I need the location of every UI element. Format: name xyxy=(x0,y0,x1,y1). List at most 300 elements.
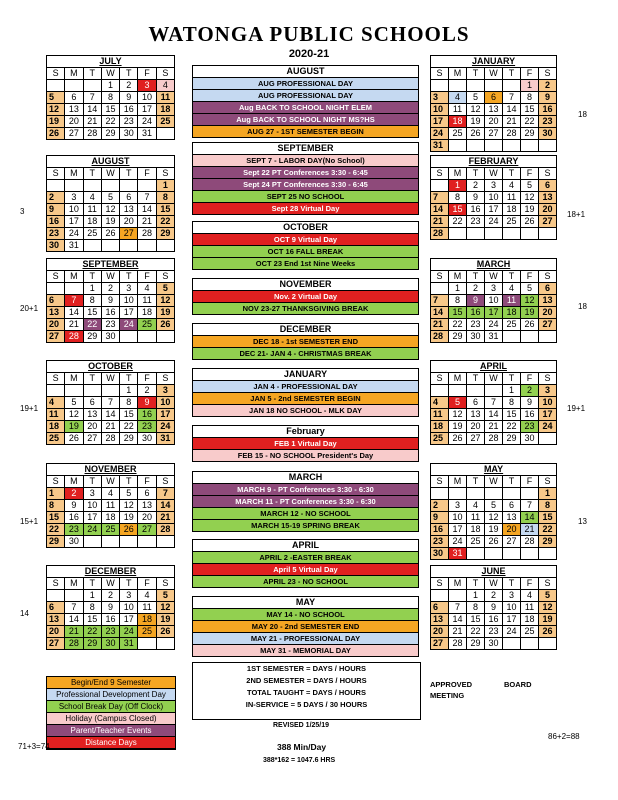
day-cell: 26 xyxy=(467,128,485,140)
day-cell xyxy=(539,140,557,152)
weekday-header: F xyxy=(521,578,539,590)
day-cell: 16 xyxy=(120,104,138,116)
day-cell: 20 xyxy=(467,421,485,433)
school-year: 2020-21 xyxy=(288,48,330,60)
day-cell: 20 xyxy=(83,421,101,433)
day-cell: 23 xyxy=(101,626,119,638)
day-cell xyxy=(65,80,83,92)
day-cell: 3 xyxy=(503,590,521,602)
weekday-header: S xyxy=(47,476,65,488)
event-item: OCT 9 Virtual Day xyxy=(193,234,419,246)
day-cell: 8 xyxy=(156,192,174,204)
day-cell xyxy=(47,283,65,295)
day-cell: 4 xyxy=(47,397,65,409)
day-cell: 7 xyxy=(156,488,174,500)
event-item: OCT 16 FALL BREAK xyxy=(193,246,419,258)
day-cell: 29 xyxy=(101,128,119,140)
day-cell: 27 xyxy=(485,128,503,140)
day-cell xyxy=(83,385,101,397)
weekday-header: S xyxy=(156,271,174,283)
event-block-september xyxy=(192,142,419,215)
day-cell: 17 xyxy=(449,524,467,536)
day-cell: 6 xyxy=(47,295,65,307)
day-cell: 14 xyxy=(65,614,83,626)
day-cell xyxy=(156,128,174,140)
right-month-june xyxy=(430,565,557,650)
day-cell: 28 xyxy=(83,128,101,140)
weekday-header: S xyxy=(47,578,65,590)
day-cell xyxy=(539,638,557,650)
day-cell: 5 xyxy=(467,92,485,104)
event-block-april xyxy=(192,539,419,588)
day-cell: 3 xyxy=(120,283,138,295)
month-name: JUNE xyxy=(431,566,557,578)
day-cell: 29 xyxy=(467,638,485,650)
day-cell: 4 xyxy=(156,80,174,92)
weekday-header: T xyxy=(83,68,101,80)
weekday-header: S xyxy=(431,373,449,385)
weekday-header: S xyxy=(156,578,174,590)
day-cell: 8 xyxy=(47,500,65,512)
day-cell xyxy=(83,240,101,252)
weekday-header: S xyxy=(156,373,174,385)
day-cell: 13 xyxy=(485,104,503,116)
day-cell: 30 xyxy=(138,433,156,445)
day-cell: 26 xyxy=(65,433,83,445)
day-cell xyxy=(467,488,485,500)
summary-line1: 1ST SEMESTER = DAYS / HOURS xyxy=(246,664,367,673)
day-cell: 20 xyxy=(120,216,138,228)
day-cell: 25 xyxy=(503,319,521,331)
count-may: 13 xyxy=(578,517,587,526)
day-cell: 28 xyxy=(449,638,467,650)
day-cell: 2 xyxy=(65,488,83,500)
day-cell: 21 xyxy=(431,216,449,228)
weekday-header: S xyxy=(156,476,174,488)
event-item: Aug BACK TO SCHOOL NIGHT MS?HS xyxy=(193,114,419,126)
day-cell: 7 xyxy=(431,295,449,307)
day-cell: 21 xyxy=(138,216,156,228)
day-cell: 24 xyxy=(138,116,156,128)
event-item: OCT 23 End 1st Nine Weeks xyxy=(193,258,419,270)
day-cell: 16 xyxy=(101,307,119,319)
event-item: AUG 27 - 1ST SEMESTER BEGIN xyxy=(193,126,419,138)
day-cell: 8 xyxy=(449,295,467,307)
event-item: MARCH 9 - PT Conferences 3:30 - 6:30 xyxy=(193,484,419,496)
day-cell xyxy=(120,180,138,192)
day-cell: 8 xyxy=(101,92,119,104)
day-cell: 6 xyxy=(431,602,449,614)
day-cell: 13 xyxy=(539,192,557,204)
day-cell: 1 xyxy=(449,283,467,295)
day-cell xyxy=(521,140,539,152)
weekday-header: M xyxy=(65,578,83,590)
day-cell: 3 xyxy=(156,385,174,397)
day-cell xyxy=(156,638,174,650)
day-cell: 10 xyxy=(431,104,449,116)
day-cell: 21 xyxy=(101,421,119,433)
weekday-header: T xyxy=(120,168,138,180)
day-cell: 15 xyxy=(83,614,101,626)
day-cell: 4 xyxy=(521,590,539,602)
day-cell: 30 xyxy=(467,331,485,343)
day-cell: 19 xyxy=(65,421,83,433)
day-cell xyxy=(431,80,449,92)
day-cell xyxy=(65,180,83,192)
day-cell: 24 xyxy=(431,128,449,140)
day-cell: 26 xyxy=(101,228,119,240)
weekday-header: S xyxy=(431,271,449,283)
weekday-header: S xyxy=(47,373,65,385)
day-cell: 24 xyxy=(485,216,503,228)
day-cell xyxy=(83,80,101,92)
count-dec: 14 xyxy=(20,609,29,618)
day-cell: 14 xyxy=(431,204,449,216)
month-name: MARCH xyxy=(431,259,557,271)
day-cell: 13 xyxy=(47,307,65,319)
day-cell: 12 xyxy=(539,602,557,614)
day-cell: 24 xyxy=(156,421,174,433)
board-label: BOARD xyxy=(504,680,532,689)
day-cell: 13 xyxy=(431,614,449,626)
day-cell: 4 xyxy=(431,397,449,409)
day-cell: 3 xyxy=(120,590,138,602)
day-cell: 1 xyxy=(47,488,65,500)
day-cell: 1 xyxy=(467,590,485,602)
day-cell: 10 xyxy=(156,397,174,409)
day-cell: 22 xyxy=(449,216,467,228)
hours-calc: 388*162 = 1047.6 HRS xyxy=(263,757,336,764)
month-name: JULY xyxy=(47,56,175,68)
day-cell: 15 xyxy=(83,307,101,319)
day-cell: 3 xyxy=(485,180,503,192)
day-cell xyxy=(47,180,65,192)
day-cell: 18 xyxy=(101,512,119,524)
weekday-header: M xyxy=(449,373,467,385)
day-cell: 20 xyxy=(431,626,449,638)
day-cell: 15 xyxy=(101,104,119,116)
weekday-header: S xyxy=(47,168,65,180)
day-cell: 10 xyxy=(65,204,83,216)
day-cell: 31 xyxy=(431,140,449,152)
day-cell: 25 xyxy=(138,626,156,638)
day-cell: 27 xyxy=(503,536,521,548)
day-cell: 28 xyxy=(65,331,83,343)
day-cell: 4 xyxy=(138,283,156,295)
day-cell: 11 xyxy=(521,602,539,614)
day-cell: 18 xyxy=(503,307,521,319)
day-cell: 12 xyxy=(467,104,485,116)
event-item: DEC 18 - 1st SEMESTER END xyxy=(193,336,419,348)
weekday-header: T xyxy=(467,476,485,488)
day-cell: 1 xyxy=(83,590,101,602)
day-cell: 23 xyxy=(120,116,138,128)
weekday-header: T xyxy=(467,168,485,180)
weekday-header: T xyxy=(120,68,138,80)
day-cell xyxy=(120,536,138,548)
day-cell: 14 xyxy=(485,409,503,421)
day-cell: 9 xyxy=(467,192,485,204)
day-cell xyxy=(521,488,539,500)
summary-box xyxy=(192,662,421,720)
meeting-label: MEETING xyxy=(430,691,465,700)
day-cell: 13 xyxy=(138,500,156,512)
weekday-header: W xyxy=(485,373,503,385)
count-feb: 18+1 xyxy=(567,210,586,219)
event-block-header: SEPTEMBER xyxy=(193,143,419,155)
day-cell: 15 xyxy=(539,512,557,524)
count-nov: 15+1 xyxy=(20,517,39,526)
day-cell: 17 xyxy=(120,614,138,626)
day-cell: 20 xyxy=(138,512,156,524)
weekday-header: F xyxy=(138,476,156,488)
day-cell: 5 xyxy=(521,283,539,295)
day-cell: 1 xyxy=(156,180,174,192)
day-cell xyxy=(138,638,156,650)
day-cell: 28 xyxy=(156,524,174,536)
weekday-header: T xyxy=(467,373,485,385)
day-cell: 10 xyxy=(503,602,521,614)
weekday-header: T xyxy=(83,373,101,385)
day-cell: 5 xyxy=(65,397,83,409)
right-month-january xyxy=(430,55,557,152)
day-cell: 22 xyxy=(83,626,101,638)
day-cell: 7 xyxy=(65,602,83,614)
day-cell: 29 xyxy=(83,331,101,343)
event-item: JAN 5 - 2nd SEMESTER BEGIN xyxy=(193,393,419,405)
legend-item: School Break Day (Off Clock) xyxy=(47,701,175,713)
day-cell xyxy=(138,331,156,343)
count-oct: 19+1 xyxy=(20,404,39,413)
day-cell: 9 xyxy=(65,500,83,512)
day-cell xyxy=(156,240,174,252)
day-cell: 2 xyxy=(467,180,485,192)
day-cell xyxy=(431,180,449,192)
weekday-header: T xyxy=(503,168,521,180)
day-cell: 17 xyxy=(65,216,83,228)
day-cell: 21 xyxy=(521,524,539,536)
month-name: AUGUST xyxy=(47,156,175,168)
day-cell: 31 xyxy=(65,240,83,252)
day-cell: 2 xyxy=(138,385,156,397)
day-cell: 13 xyxy=(503,512,521,524)
right-total: 86+2=88 xyxy=(548,732,580,741)
day-cell: 27 xyxy=(138,524,156,536)
count-mar: 18 xyxy=(578,302,587,311)
weekday-header: M xyxy=(449,476,467,488)
day-cell: 11 xyxy=(503,295,521,307)
day-cell xyxy=(47,385,65,397)
day-cell: 6 xyxy=(503,500,521,512)
day-cell: 19 xyxy=(521,307,539,319)
day-cell: 27 xyxy=(65,128,83,140)
month-name: SEPTEMBER xyxy=(47,259,175,271)
weekday-header: W xyxy=(485,168,503,180)
day-cell: 30 xyxy=(120,128,138,140)
weekday-header: S xyxy=(431,476,449,488)
day-cell: 23 xyxy=(539,116,557,128)
day-cell: 25 xyxy=(449,128,467,140)
day-cell: 25 xyxy=(521,626,539,638)
day-cell: 10 xyxy=(83,500,101,512)
day-cell: 12 xyxy=(120,500,138,512)
weekday-header: T xyxy=(83,271,101,283)
day-cell: 29 xyxy=(539,536,557,548)
day-cell: 18 xyxy=(503,204,521,216)
day-cell: 29 xyxy=(449,331,467,343)
day-cell: 17 xyxy=(156,409,174,421)
weekday-header: M xyxy=(65,68,83,80)
day-cell: 24 xyxy=(485,319,503,331)
event-item: APRIL 23 - NO SCHOOL xyxy=(193,576,419,588)
weekday-header: M xyxy=(449,68,467,80)
weekday-header: T xyxy=(503,476,521,488)
day-cell: 14 xyxy=(521,512,539,524)
day-cell: 6 xyxy=(138,488,156,500)
weekday-header: W xyxy=(101,68,119,80)
day-cell xyxy=(503,228,521,240)
day-cell: 2 xyxy=(431,500,449,512)
weekday-header: S xyxy=(47,68,65,80)
day-cell: 28 xyxy=(521,536,539,548)
day-cell: 6 xyxy=(47,602,65,614)
min-day: 388 Min/Day xyxy=(277,742,327,752)
day-cell: 30 xyxy=(485,638,503,650)
event-item: MARCH 11 - PT Conferences 3:30 - 6:30 xyxy=(193,496,419,508)
left-month-august xyxy=(46,155,175,252)
day-cell xyxy=(539,548,557,560)
day-cell: 21 xyxy=(449,626,467,638)
day-cell: 3 xyxy=(83,488,101,500)
day-cell xyxy=(47,590,65,602)
day-cell: 3 xyxy=(485,283,503,295)
day-cell: 5 xyxy=(120,488,138,500)
weekday-header: W xyxy=(485,578,503,590)
day-cell: 9 xyxy=(485,602,503,614)
day-cell: 7 xyxy=(65,295,83,307)
day-cell: 7 xyxy=(521,500,539,512)
day-cell: 26 xyxy=(156,626,174,638)
month-name: JANUARY xyxy=(431,56,557,68)
event-item: AUG PROFESSIONAL DAY xyxy=(193,90,419,102)
day-cell: 15 xyxy=(449,204,467,216)
right-month-april xyxy=(430,360,557,445)
day-cell xyxy=(101,536,119,548)
day-cell: 16 xyxy=(539,104,557,116)
day-cell: 26 xyxy=(485,536,503,548)
weekday-header: T xyxy=(83,168,101,180)
day-cell xyxy=(138,180,156,192)
day-cell xyxy=(156,331,174,343)
day-cell: 4 xyxy=(449,92,467,104)
day-cell xyxy=(539,433,557,445)
event-item: April 5 Virtual Day xyxy=(193,564,419,576)
day-cell: 18 xyxy=(138,307,156,319)
weekday-header: T xyxy=(503,578,521,590)
weekday-header: M xyxy=(449,168,467,180)
day-cell: 1 xyxy=(83,283,101,295)
day-cell: 7 xyxy=(449,602,467,614)
month-name: OCTOBER xyxy=(47,361,175,373)
event-item: SEPT 7 - LABOR DAY(No School) xyxy=(193,155,419,167)
day-cell xyxy=(83,180,101,192)
day-cell: 26 xyxy=(47,128,65,140)
day-cell: 13 xyxy=(467,409,485,421)
revised: REVISED 1/25/19 xyxy=(273,722,330,729)
weekday-header: T xyxy=(83,578,101,590)
day-cell: 2 xyxy=(101,590,119,602)
day-cell: 24 xyxy=(120,319,138,331)
day-cell: 12 xyxy=(101,204,119,216)
day-cell: 9 xyxy=(431,512,449,524)
day-cell: 19 xyxy=(120,512,138,524)
weekday-header: M xyxy=(449,578,467,590)
day-cell: 18 xyxy=(521,614,539,626)
day-cell: 27 xyxy=(539,319,557,331)
weekday-header: T xyxy=(120,373,138,385)
day-cell: 22 xyxy=(156,216,174,228)
day-cell: 3 xyxy=(539,385,557,397)
day-cell: 20 xyxy=(503,524,521,536)
day-cell: 3 xyxy=(138,80,156,92)
day-cell: 26 xyxy=(521,319,539,331)
day-cell: 12 xyxy=(156,295,174,307)
day-cell: 11 xyxy=(101,500,119,512)
day-cell: 6 xyxy=(83,397,101,409)
month-name: NOVEMBER xyxy=(47,464,175,476)
left-month-october xyxy=(46,360,175,445)
day-cell: 25 xyxy=(47,433,65,445)
day-cell xyxy=(449,228,467,240)
day-cell xyxy=(539,331,557,343)
day-cell xyxy=(120,331,138,343)
event-block-header: OCTOBER xyxy=(193,222,419,234)
event-item: MAY 21 - PROFESSIONAL DAY xyxy=(193,633,419,645)
day-cell: 30 xyxy=(47,240,65,252)
day-cell: 26 xyxy=(521,216,539,228)
legend-item: Parent/Teacher Events xyxy=(47,725,175,737)
day-cell: 20 xyxy=(47,319,65,331)
day-cell: 30 xyxy=(521,433,539,445)
day-cell: 24 xyxy=(503,626,521,638)
day-cell xyxy=(503,488,521,500)
day-cell: 17 xyxy=(503,614,521,626)
event-block-december xyxy=(192,323,419,360)
day-cell: 18 xyxy=(83,216,101,228)
day-cell xyxy=(431,590,449,602)
day-cell: 9 xyxy=(521,397,539,409)
weekday-header: T xyxy=(467,578,485,590)
weekday-header: S xyxy=(539,373,557,385)
day-cell: 1 xyxy=(120,385,138,397)
day-cell: 22 xyxy=(47,524,65,536)
day-cell: 8 xyxy=(449,192,467,204)
day-cell: 23 xyxy=(485,626,503,638)
event-item: Sept 28 Virtual Day xyxy=(193,203,419,215)
weekday-header: F xyxy=(138,168,156,180)
weekday-header: S xyxy=(431,168,449,180)
day-cell: 10 xyxy=(485,295,503,307)
event-item: Sept 22 PT Conferences 3:30 - 6:45 xyxy=(193,167,419,179)
weekday-header: F xyxy=(138,68,156,80)
weekday-header: S xyxy=(539,578,557,590)
day-cell: 27 xyxy=(539,216,557,228)
day-cell xyxy=(485,80,503,92)
event-block-august xyxy=(192,65,419,138)
day-cell: 31 xyxy=(485,331,503,343)
event-item: APRIL 2 -EASTER BREAK xyxy=(193,552,419,564)
day-cell: 17 xyxy=(120,307,138,319)
